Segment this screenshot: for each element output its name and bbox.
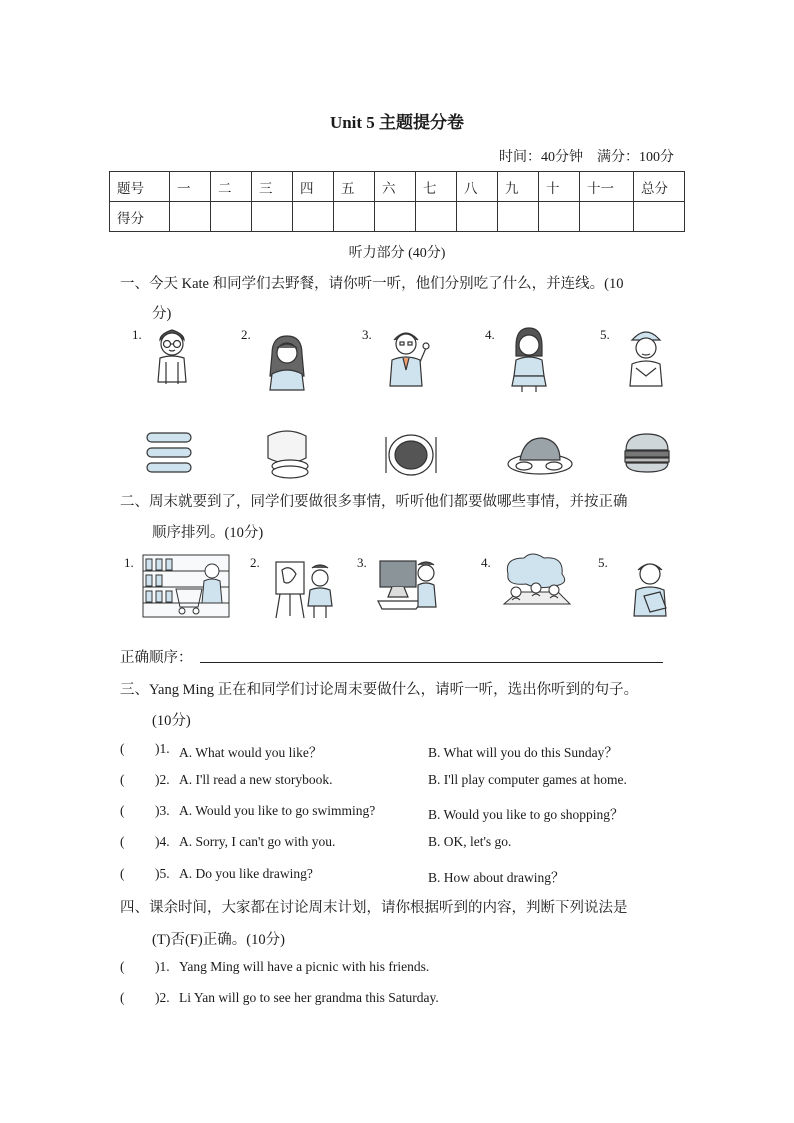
score-cell[interactable] xyxy=(170,202,211,232)
answer-paren-open[interactable]: ( xyxy=(120,990,125,1005)
q1-instruction-line2: 分) xyxy=(152,306,172,322)
option-a: A. Do you like drawing? xyxy=(179,866,313,881)
boy-cap-icon xyxy=(626,326,666,388)
listening-section-heading: 听力部分 (40分) xyxy=(348,246,446,261)
table-cell: 四 xyxy=(293,172,334,202)
option-a: A. Sorry, I can't go with you. xyxy=(179,834,336,849)
score-cell[interactable] xyxy=(293,202,334,232)
table-cell: 七 xyxy=(416,172,457,202)
answer-paren-open[interactable]: ( xyxy=(120,772,125,787)
score-cell[interactable] xyxy=(334,202,375,232)
q1-number: 4. xyxy=(485,327,495,342)
table-cell: 题号 xyxy=(110,172,170,202)
computer-game-icon xyxy=(376,557,440,613)
supermarket-shopping-icon xyxy=(142,553,230,619)
bread-loaf-icon xyxy=(262,428,312,480)
q1-number: 5. xyxy=(600,327,610,342)
q3-instruction-line2: (10分) xyxy=(152,713,191,729)
drawing-easel-icon xyxy=(272,556,336,620)
table-cell: 八 xyxy=(457,172,498,202)
page-title: Unit 5 主题提分卷 xyxy=(329,113,465,132)
boy-waving-icon xyxy=(384,326,430,390)
item-number: )3. xyxy=(155,803,170,818)
q2-number: 3. xyxy=(357,555,367,570)
order-answer-line[interactable] xyxy=(200,662,663,663)
table-cell: 十 xyxy=(539,172,580,202)
reading-book-icon xyxy=(630,556,672,618)
option-a: A. Would you like to go swimming? xyxy=(179,803,376,818)
q2-number: 2. xyxy=(250,555,260,570)
score-cell[interactable] xyxy=(634,202,685,232)
table-cell: 得分 xyxy=(110,202,170,232)
score-cell[interactable] xyxy=(375,202,416,232)
score-cell[interactable] xyxy=(498,202,539,232)
q4-instruction-line2: (T)否(F)正确。(10分) xyxy=(152,932,285,948)
score-cell[interactable] xyxy=(580,202,634,232)
table-cell: 十一 xyxy=(580,172,634,202)
item-number: )4. xyxy=(155,834,170,849)
table-cell: 一 xyxy=(170,172,211,202)
time-score-info: 时间：40分钟 满分：100分 xyxy=(499,150,674,165)
score-cell[interactable] xyxy=(211,202,252,232)
score-table-score-row xyxy=(110,202,685,232)
item-number: )2. xyxy=(155,990,170,1005)
q2-number: 1. xyxy=(124,555,134,570)
q2-order-label: 正确顺序： xyxy=(120,650,193,666)
q2-number: 5. xyxy=(598,555,608,570)
answer-paren-open[interactable]: ( xyxy=(120,803,125,818)
q3-instruction-line1: 三、Yang Ming 正在和同学们讨论周末要做什么，请听一听，选出你听到的句子。 xyxy=(120,682,639,698)
picnic-icon xyxy=(498,552,574,614)
hamburger-icon xyxy=(622,432,672,474)
table-cell: 二 xyxy=(211,172,252,202)
table-cell: 总分 xyxy=(634,172,685,202)
table-cell: 九 xyxy=(498,172,539,202)
item-number: )1. xyxy=(155,741,170,756)
option-a: A. I'll read a new storybook. xyxy=(179,772,333,787)
roast-chicken-icon xyxy=(506,432,574,476)
statement-text: Li Yan will go to see her grandma this Saturday. xyxy=(179,990,439,1005)
table-cell: 五 xyxy=(334,172,375,202)
score-table-header-row xyxy=(110,172,685,202)
table-cell: 三 xyxy=(252,172,293,202)
q2-number: 4. xyxy=(481,555,491,570)
option-b: B. OK, let's go. xyxy=(428,834,512,849)
answer-paren-open[interactable]: ( xyxy=(120,866,125,881)
q2-instruction-line1: 二、周末就要到了，同学们要做很多事情，听听他们都要做哪些事情，并按正确 xyxy=(120,494,628,510)
item-number: )1. xyxy=(155,959,170,974)
girl-uniform-icon xyxy=(508,326,550,392)
score-cell[interactable] xyxy=(252,202,293,232)
score-cell[interactable] xyxy=(457,202,498,232)
score-cell[interactable] xyxy=(416,202,457,232)
boy-glasses-icon xyxy=(152,326,192,388)
option-a: A. What would you like？ xyxy=(179,745,323,760)
item-number: )2. xyxy=(155,772,170,787)
score-cell[interactable] xyxy=(539,202,580,232)
option-b: B. Would you like to go shopping？ xyxy=(428,807,624,822)
q4-instruction-line1: 四、课余时间，大家都在讨论周末计划，请你根据听到的内容，判断下列说法是 xyxy=(120,900,628,916)
option-b: B. How about drawing？ xyxy=(428,870,565,885)
q2-instruction-line2: 顺序排列。(10分) xyxy=(152,525,264,541)
answer-paren-open[interactable]: ( xyxy=(120,959,125,974)
score-table xyxy=(109,171,685,232)
q1-number: 3. xyxy=(362,327,372,342)
item-number: )5. xyxy=(155,866,170,881)
q1-number: 2. xyxy=(241,327,251,342)
table-cell: 六 xyxy=(375,172,416,202)
statement-text: Yang Ming will have a picnic with his friends. xyxy=(179,959,430,974)
q1-instruction-line1: 一、今天 Kate 和同学们去野餐，请你听一听，他们分别吃了什么，并连线。(10 xyxy=(120,276,624,292)
option-b: B. What will you do this Sunday？ xyxy=(428,745,618,760)
q1-number: 1. xyxy=(132,327,142,342)
girl-long-hair-icon xyxy=(266,334,308,392)
answer-paren-open[interactable]: ( xyxy=(120,834,125,849)
answer-paren-open[interactable]: ( xyxy=(120,741,125,756)
steak-plate-icon xyxy=(383,429,439,479)
option-b: B. I'll play computer games at home. xyxy=(428,772,627,787)
sausages-icon xyxy=(143,430,195,476)
